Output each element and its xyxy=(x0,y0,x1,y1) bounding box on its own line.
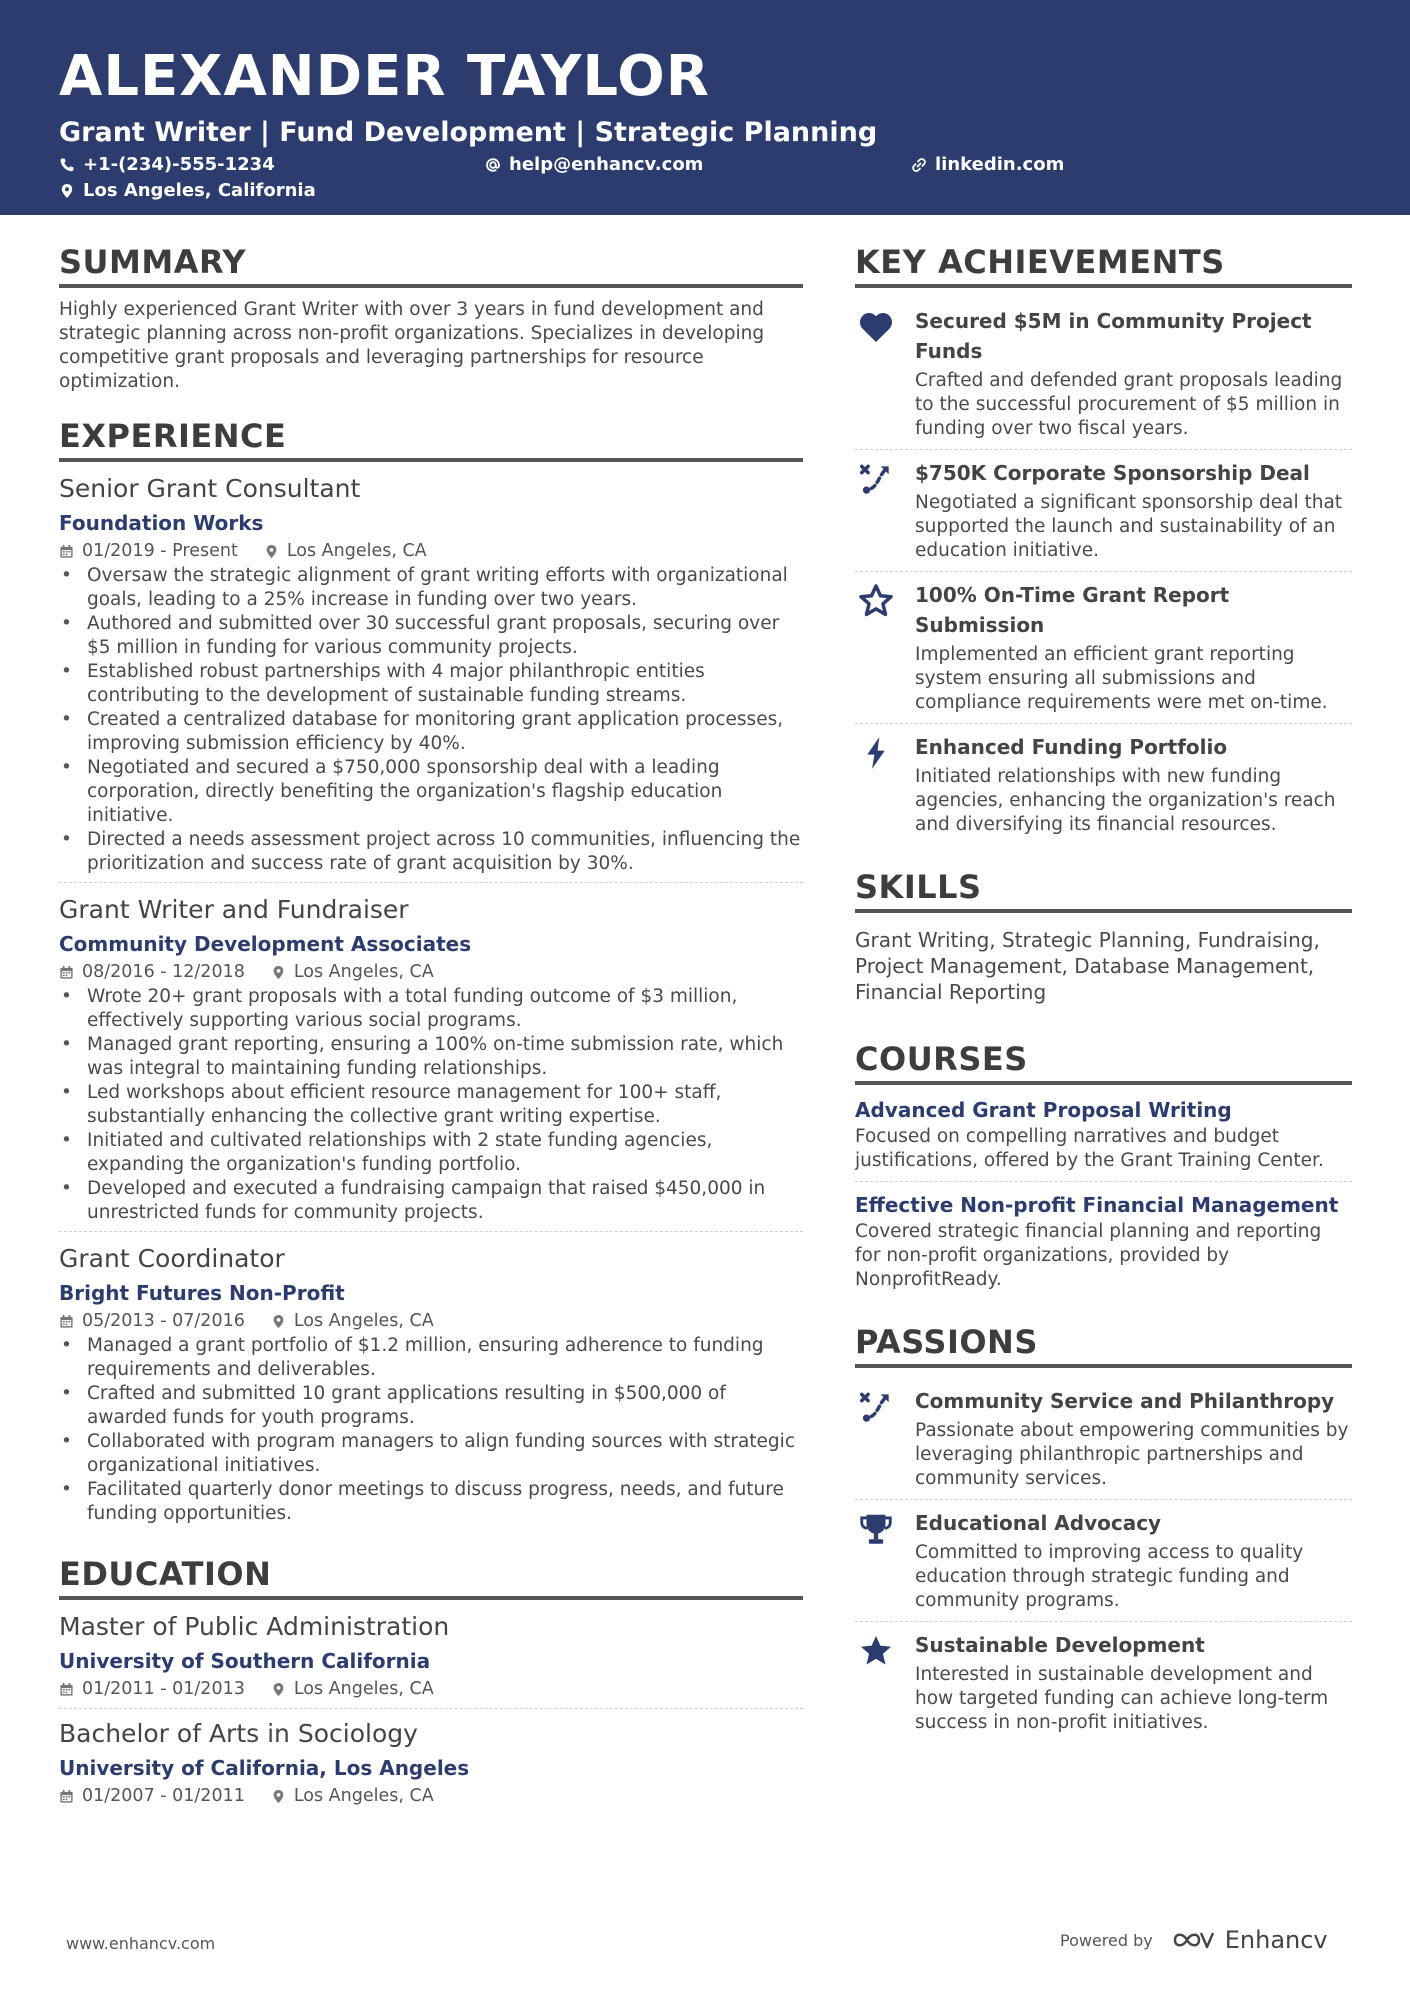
education-dates: 01/2007 - 01/2011 xyxy=(82,1786,245,1806)
brand-logo xyxy=(1171,1926,1328,1954)
passion-item xyxy=(855,1622,1352,1743)
job-bullet: • Facilitated quarterly donor meetings to discuss progress, needs, and future funding opportunities. xyxy=(59,1478,803,1526)
achievement-item xyxy=(855,724,1352,845)
course-desc: Focused on compelling narratives and budget justifications, offered by the Grant Training Center. xyxy=(855,1126,1324,1171)
achievement-title: Secured $5M in Community Project Funds xyxy=(915,309,1312,363)
job-bullet: • Developed and executed a fundraising campaign that raised $450,000 in unrestricted funds for community projects. xyxy=(59,1177,803,1225)
job-bullet: • Negotiated and secured a $750,000 sponsorship deal with a leading corporation, directly benefiting the organization's flagship education initiative. xyxy=(59,756,803,828)
job-bullet: • Collaborated with program managers to align funding sources with strategic organizational initiatives. xyxy=(59,1430,803,1478)
job-meta xyxy=(59,959,803,985)
job-meta xyxy=(59,538,803,564)
summary-title: SUMMARY xyxy=(59,242,803,288)
job-bullets xyxy=(59,985,803,1225)
job-bullet: • Initiated and cultivated relationships with 2 state funding agencies, expanding the organization's funding portfolio. xyxy=(59,1129,803,1177)
trophy-icon xyxy=(857,1510,895,1548)
phone-text: +1-(234)-555-1234 xyxy=(83,154,275,175)
email-text: help@enhancv.com xyxy=(509,154,704,175)
experience-title: EXPERIENCE xyxy=(59,416,803,462)
job-location: Los Angeles, CA xyxy=(286,541,427,561)
passions-title: PASSIONS xyxy=(855,1322,1352,1368)
phone-icon xyxy=(59,157,75,173)
achievement-title: Enhanced Funding Portfolio xyxy=(915,735,1228,759)
powered-by-label: Powered by xyxy=(1060,1930,1153,1950)
achievements-title: KEY ACHIEVEMENTS xyxy=(855,242,1352,288)
passion-item xyxy=(855,1500,1352,1622)
linkedin-contact[interactable] xyxy=(911,154,1064,175)
location-pin-icon xyxy=(271,1789,286,1804)
job-dates: 01/2019 - Present xyxy=(82,541,238,561)
passion-title: Educational Advocacy xyxy=(915,1511,1162,1535)
headline: Grant Writer | Fund Development | Strategic Planning xyxy=(59,117,878,148)
job-bullet: • Created a centralized database for monitoring grant application processes, improving submission efficiency by 40%. xyxy=(59,708,803,756)
job-dates: 08/2016 - 12/2018 xyxy=(82,962,245,982)
footer-branding[interactable] xyxy=(1060,1926,1328,1954)
courses-section xyxy=(855,1039,1352,1300)
left-column xyxy=(59,242,803,1837)
strategy-icon xyxy=(857,460,895,498)
job-company: Foundation Works xyxy=(59,511,264,535)
passion-title: Community Service and Philanthropy xyxy=(915,1389,1335,1413)
passion-desc: Interested in sustainable development and how targeted funding can achieve long-term success in non-profit initiatives. xyxy=(915,1664,1329,1733)
job-bullet: • Established robust partnerships with 4 major philanthropic entities contributing to the development of sustainable funding streams. xyxy=(59,660,803,708)
skills-text: Grant Writing, Strategic Planning, Fundraising, Project Management, Database Management, Financial Reporting xyxy=(855,928,1320,1004)
job-bullet: • Directed a needs assessment project across 10 communities, influencing the prioritization and success rate of grant acquisition by 30%. xyxy=(59,828,803,876)
location-pin-icon xyxy=(271,1682,286,1697)
job-bullet: • Oversaw the strategic alignment of grant writing efforts with organizational goals, leading to a 25% increase in funding over two years. xyxy=(59,564,803,612)
location-text: Los Angeles, California xyxy=(83,180,316,201)
achievement-desc: Negotiated a significant sponsorship deal that supported the launch and sustainability of an education initiative. xyxy=(915,492,1343,561)
calendar-icon xyxy=(59,1789,74,1804)
summary-section xyxy=(59,242,803,394)
course-title: Effective Non-profit Financial Management xyxy=(855,1193,1339,1217)
course-item xyxy=(855,1190,1352,1300)
location-pin-icon xyxy=(59,183,75,199)
education-meta xyxy=(59,1676,803,1702)
experience-section xyxy=(59,416,803,1532)
passions-section xyxy=(855,1322,1352,1743)
courses-title: COURSES xyxy=(855,1039,1352,1085)
job-bullet: • Crafted and submitted 10 grant applications resulting in $500,000 of awarded funds for youth programs. xyxy=(59,1382,803,1430)
achievement-desc: Crafted and defended grant proposals leading to the successful procurement of $5 million in funding over two fiscal years. xyxy=(915,370,1343,439)
job-dates: 05/2013 - 07/2016 xyxy=(82,1311,245,1331)
brand-name: Enhancv xyxy=(1224,1926,1328,1954)
job-bullet: • Managed a grant portfolio of $1.2 million, ensuring adherence to funding requirements and deliverables. xyxy=(59,1334,803,1382)
linkedin-text: linkedin.com xyxy=(935,154,1065,175)
degree: Bachelor of Arts in Sociology xyxy=(59,1719,418,1748)
job-entry xyxy=(59,1242,803,1532)
location-pin-icon xyxy=(271,1314,286,1329)
location-pin-icon xyxy=(271,965,286,980)
achievement-desc: Initiated relationships with new funding agencies, enhancing the organization's reach and diversifying its financial resources. xyxy=(915,766,1336,835)
calendar-icon xyxy=(59,965,74,980)
achievement-item xyxy=(855,450,1352,572)
education-entry xyxy=(59,1717,803,1815)
job-bullets xyxy=(59,1334,803,1526)
email-contact[interactable] xyxy=(485,154,703,175)
candidate-name: ALEXANDER TAYLOR xyxy=(59,44,710,109)
location-contact xyxy=(59,180,316,201)
calendar-icon xyxy=(59,1682,74,1697)
location-pin-icon xyxy=(264,544,279,559)
job-role: Grant Coordinator xyxy=(59,1244,285,1273)
education-title: EDUCATION xyxy=(59,1554,803,1600)
phone-contact[interactable] xyxy=(59,154,275,175)
education-entry xyxy=(59,1610,803,1709)
job-location: Los Angeles, CA xyxy=(293,962,434,982)
achievements-section xyxy=(855,242,1352,845)
education-location: Los Angeles, CA xyxy=(293,1786,434,1806)
footer-website[interactable]: www.enhancv.com xyxy=(66,1934,216,1953)
education-dates: 01/2011 - 01/2013 xyxy=(82,1679,245,1699)
contact-info xyxy=(59,154,1351,206)
school: University of California, Los Angeles xyxy=(59,1756,470,1780)
lightning-icon xyxy=(857,734,895,772)
achievement-title: $750K Corporate Sponsorship Deal xyxy=(915,461,1310,485)
course-desc: Covered strategic financial planning and reporting for non-profit organizations, provided by NonprofitReady. xyxy=(855,1221,1322,1290)
passion-desc: Committed to improving access to quality education through strategic funding and community programs. xyxy=(915,1542,1304,1611)
achievement-item xyxy=(855,572,1352,724)
job-role: Senior Grant Consultant xyxy=(59,474,361,503)
education-section xyxy=(59,1554,803,1815)
star-outline-icon xyxy=(857,582,895,620)
course-title: Advanced Grant Proposal Writing xyxy=(855,1098,1232,1122)
link-icon xyxy=(911,157,927,173)
job-bullet: • Led workshops about efficient resource management for 100+ staff, substantially enhancing the collective grant writing expertise. xyxy=(59,1081,803,1129)
course-item xyxy=(855,1095,1352,1182)
calendar-icon xyxy=(59,544,74,559)
job-entry xyxy=(59,472,803,883)
at-icon xyxy=(485,157,501,173)
achievement-desc: Implemented an efficient grant reporting system ensuring all submissions and compliance requirements were met on-time. xyxy=(915,644,1328,713)
job-bullet: • Managed grant reporting, ensuring a 100% on-time submission rate, which was integral to maintaining funding relationships. xyxy=(59,1033,803,1081)
strategy-icon xyxy=(857,1388,895,1426)
enhancv-logo-icon xyxy=(1171,1927,1217,1953)
skills-section xyxy=(855,867,1352,1005)
job-bullet: • Wrote 20+ grant proposals with a total funding outcome of $3 million, effectively supporting various social programs. xyxy=(59,985,803,1033)
job-location: Los Angeles, CA xyxy=(293,1311,434,1331)
achievement-item xyxy=(855,298,1352,450)
job-meta xyxy=(59,1308,803,1334)
skills-title: SKILLS xyxy=(855,867,1352,913)
job-role: Grant Writer and Fundraiser xyxy=(59,895,409,924)
calendar-icon xyxy=(59,1314,74,1329)
school: University of Southern California xyxy=(59,1649,431,1673)
education-meta xyxy=(59,1783,803,1809)
job-company: Bright Futures Non-Profit xyxy=(59,1281,345,1305)
job-entry xyxy=(59,893,803,1232)
star-filled-icon xyxy=(857,1632,895,1670)
passion-item xyxy=(855,1378,1352,1500)
education-location: Los Angeles, CA xyxy=(293,1679,434,1699)
achievement-title: 100% On-Time Grant Report Submission xyxy=(915,583,1230,637)
passion-title: Sustainable Development xyxy=(915,1633,1205,1657)
summary-text: Highly experienced Grant Writer with over 3 years in fund development and strategic planning across non-profit organizations. Specializes in developing competitive grant proposals and leveraging partnerships for resource optimization. xyxy=(59,299,765,392)
degree: Master of Public Administration xyxy=(59,1612,450,1641)
job-bullet: • Authored and submitted over 30 successful grant proposals, securing over $5 million in funding for various community projects. xyxy=(59,612,803,660)
right-column xyxy=(855,242,1352,1765)
header xyxy=(0,0,1410,215)
job-company: Community Development Associates xyxy=(59,932,472,956)
passion-desc: Passionate about empowering communities by leveraging philanthropic partnerships and community services. xyxy=(915,1420,1349,1489)
heart-icon xyxy=(857,308,895,346)
job-bullets xyxy=(59,564,803,876)
